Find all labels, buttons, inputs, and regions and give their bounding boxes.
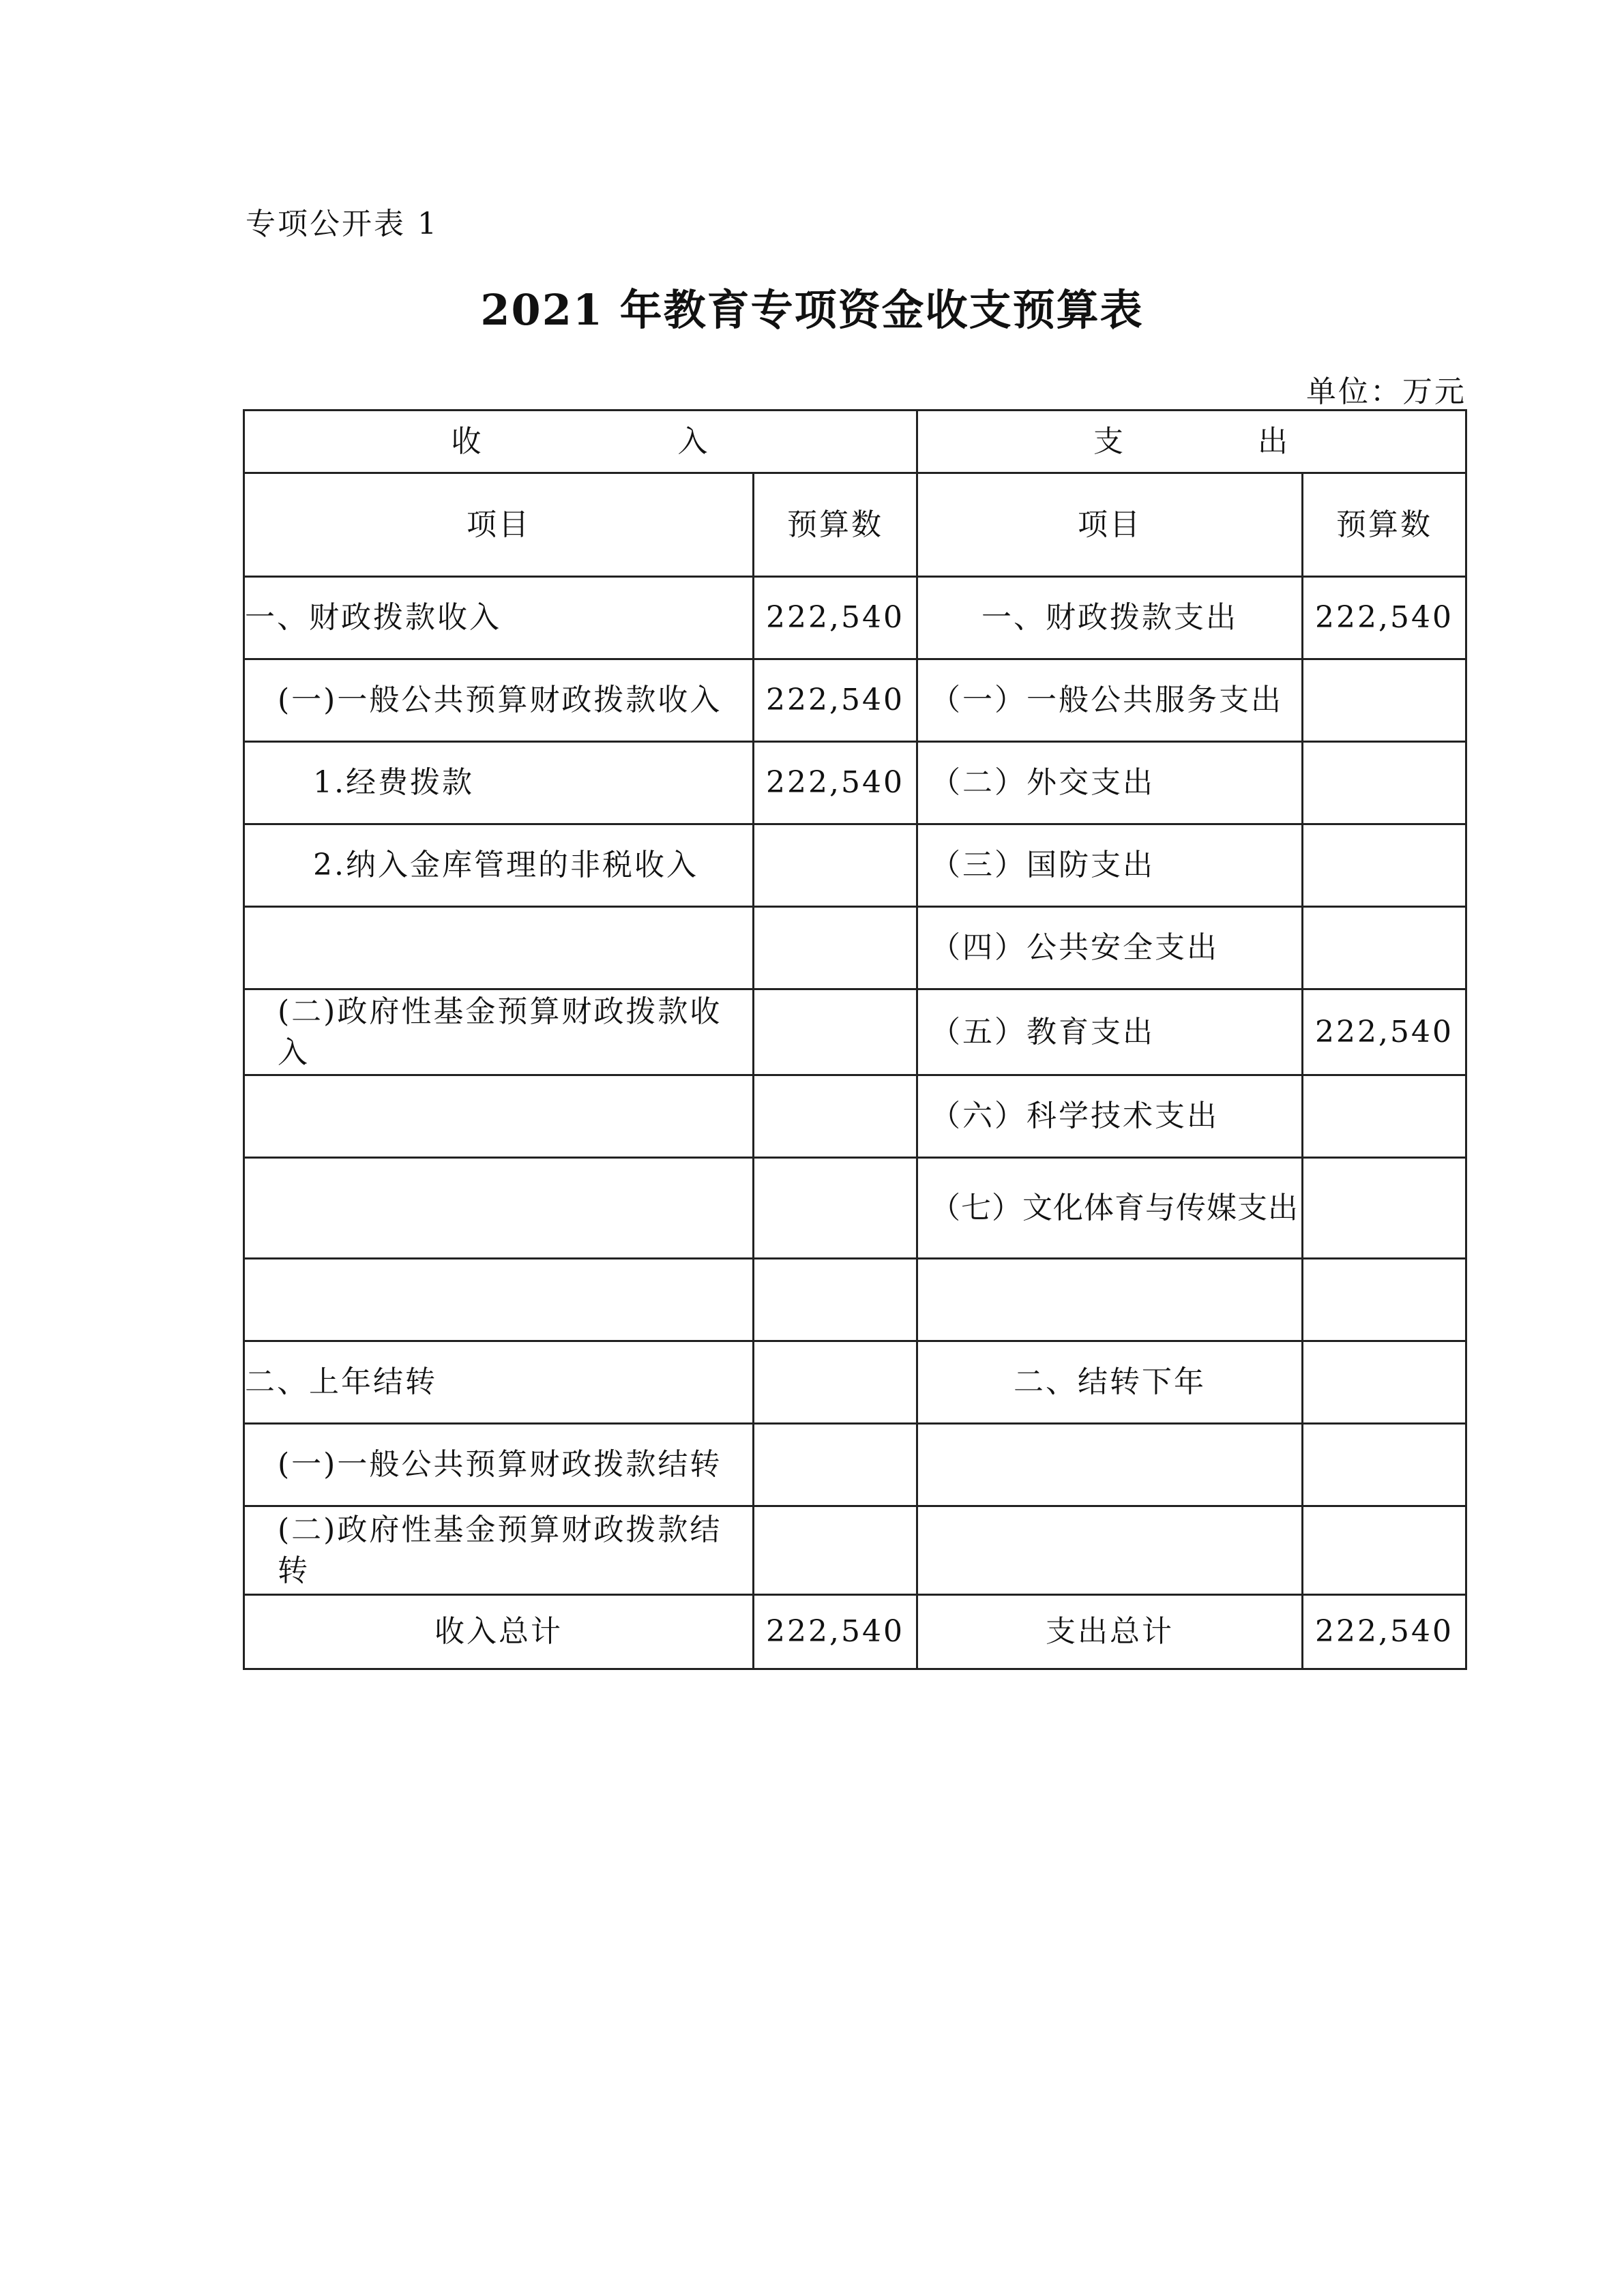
income-section-header <box>244 411 917 473</box>
income-item-cell: 1.经费拨款 <box>244 742 754 824</box>
expense-item-cell: （五）教育支出 <box>917 989 1303 1075</box>
income-value-cell <box>754 1158 917 1259</box>
income-value-cell <box>754 1424 917 1506</box>
income-value-cell: 222,540 <box>754 742 917 824</box>
income-total-value: 222,540 <box>754 1595 917 1669</box>
expense-value-cell <box>1303 742 1466 824</box>
expense-value-cell: 222,540 <box>1303 577 1466 659</box>
table-row <box>244 1506 1466 1595</box>
expense-total-label: 支出总计 <box>917 1595 1303 1669</box>
income-item-cell: 一、财政拨款收入 <box>244 577 754 659</box>
expense-budget-header: 预算数 <box>1303 473 1466 577</box>
expense-value-cell <box>1303 1506 1466 1595</box>
expense-header-char: 出 <box>1258 423 1290 459</box>
income-header-char: 入 <box>677 423 710 459</box>
expense-value-cell <box>1303 1341 1466 1424</box>
income-value-cell: 222,540 <box>754 659 917 742</box>
expense-item-cell: （一）一般公共服务支出 <box>917 659 1303 742</box>
income-total-label: 收入总计 <box>244 1595 754 1669</box>
income-value-cell <box>754 824 917 907</box>
table-row <box>244 1259 1466 1341</box>
expense-value-cell <box>1303 1158 1466 1259</box>
income-header-char: 收 <box>451 423 484 459</box>
income-value-cell <box>754 1341 917 1424</box>
expense-item-cell: 二、结转下年 <box>917 1341 1303 1424</box>
expense-item-cell <box>917 1506 1303 1595</box>
expense-value-cell <box>1303 659 1466 742</box>
expense-item-cell: （三）国防支出 <box>917 824 1303 907</box>
income-item-cell <box>244 1075 754 1158</box>
income-item-header: 项目 <box>244 473 754 577</box>
table-column-header <box>244 473 1466 577</box>
income-value-cell: 222,540 <box>754 577 917 659</box>
expense-value-cell: 222,540 <box>1303 989 1466 1075</box>
unit-label: 单位：万元 <box>1306 374 1466 409</box>
table-row <box>244 577 1466 659</box>
table-row <box>244 989 1466 1075</box>
budget-table <box>243 409 1467 1670</box>
income-value-cell <box>754 989 917 1075</box>
document-label: 专项公开表 1 <box>246 207 439 241</box>
expense-value-cell <box>1303 907 1466 989</box>
expense-item-cell <box>917 1424 1303 1506</box>
expense-item-cell: （四）公共安全支出 <box>917 907 1303 989</box>
table-section-header <box>244 411 1466 473</box>
expense-item-cell: （二）外交支出 <box>917 742 1303 824</box>
table-row <box>244 824 1466 907</box>
expense-item-header: 项目 <box>917 473 1303 577</box>
expense-item-cell: 一、财政拨款支出 <box>917 577 1303 659</box>
income-value-cell <box>754 1259 917 1341</box>
table-row <box>244 659 1466 742</box>
income-item-cell <box>244 907 754 989</box>
table-row <box>244 1424 1466 1506</box>
expense-item-cell: （六）科学技术支出 <box>917 1075 1303 1158</box>
income-budget-header: 预算数 <box>754 473 917 577</box>
expense-value-cell <box>1303 1259 1466 1341</box>
income-item-cell: 2.纳入金库管理的非税收入 <box>244 824 754 907</box>
income-item-cell <box>244 1158 754 1259</box>
table-row <box>244 1158 1466 1259</box>
income-value-cell <box>754 1075 917 1158</box>
totals-row <box>244 1595 1466 1669</box>
expense-value-cell <box>1303 1424 1466 1506</box>
expense-value-cell <box>1303 1075 1466 1158</box>
income-value-cell <box>754 907 917 989</box>
expense-section-header <box>917 411 1466 473</box>
expense-value-cell <box>1303 824 1466 907</box>
table-row <box>244 742 1466 824</box>
income-item-cell <box>244 1259 754 1341</box>
expense-item-cell <box>917 1259 1303 1341</box>
income-item-cell: (一)一般公共预算财政拨款收入 <box>244 659 754 742</box>
table-row <box>244 907 1466 989</box>
income-value-cell <box>754 1506 917 1595</box>
table-row <box>244 1075 1466 1158</box>
expense-item-cell: （七）文化体育与传媒支出 <box>917 1158 1303 1259</box>
income-item-cell: 二、上年结转 <box>244 1341 754 1424</box>
page-title: 2021 年教育专项资金收支预算表 <box>480 285 1144 335</box>
table-row <box>244 1341 1466 1424</box>
expense-total-value: 222,540 <box>1303 1595 1466 1669</box>
income-item-cell: (一)一般公共预算财政拨款结转 <box>244 1424 754 1506</box>
expense-header-char: 支 <box>1093 423 1125 459</box>
income-item-cell: (二)政府性基金预算财政拨款结转 <box>244 1506 754 1595</box>
income-item-cell: (二)政府性基金预算财政拨款收入 <box>244 989 754 1075</box>
